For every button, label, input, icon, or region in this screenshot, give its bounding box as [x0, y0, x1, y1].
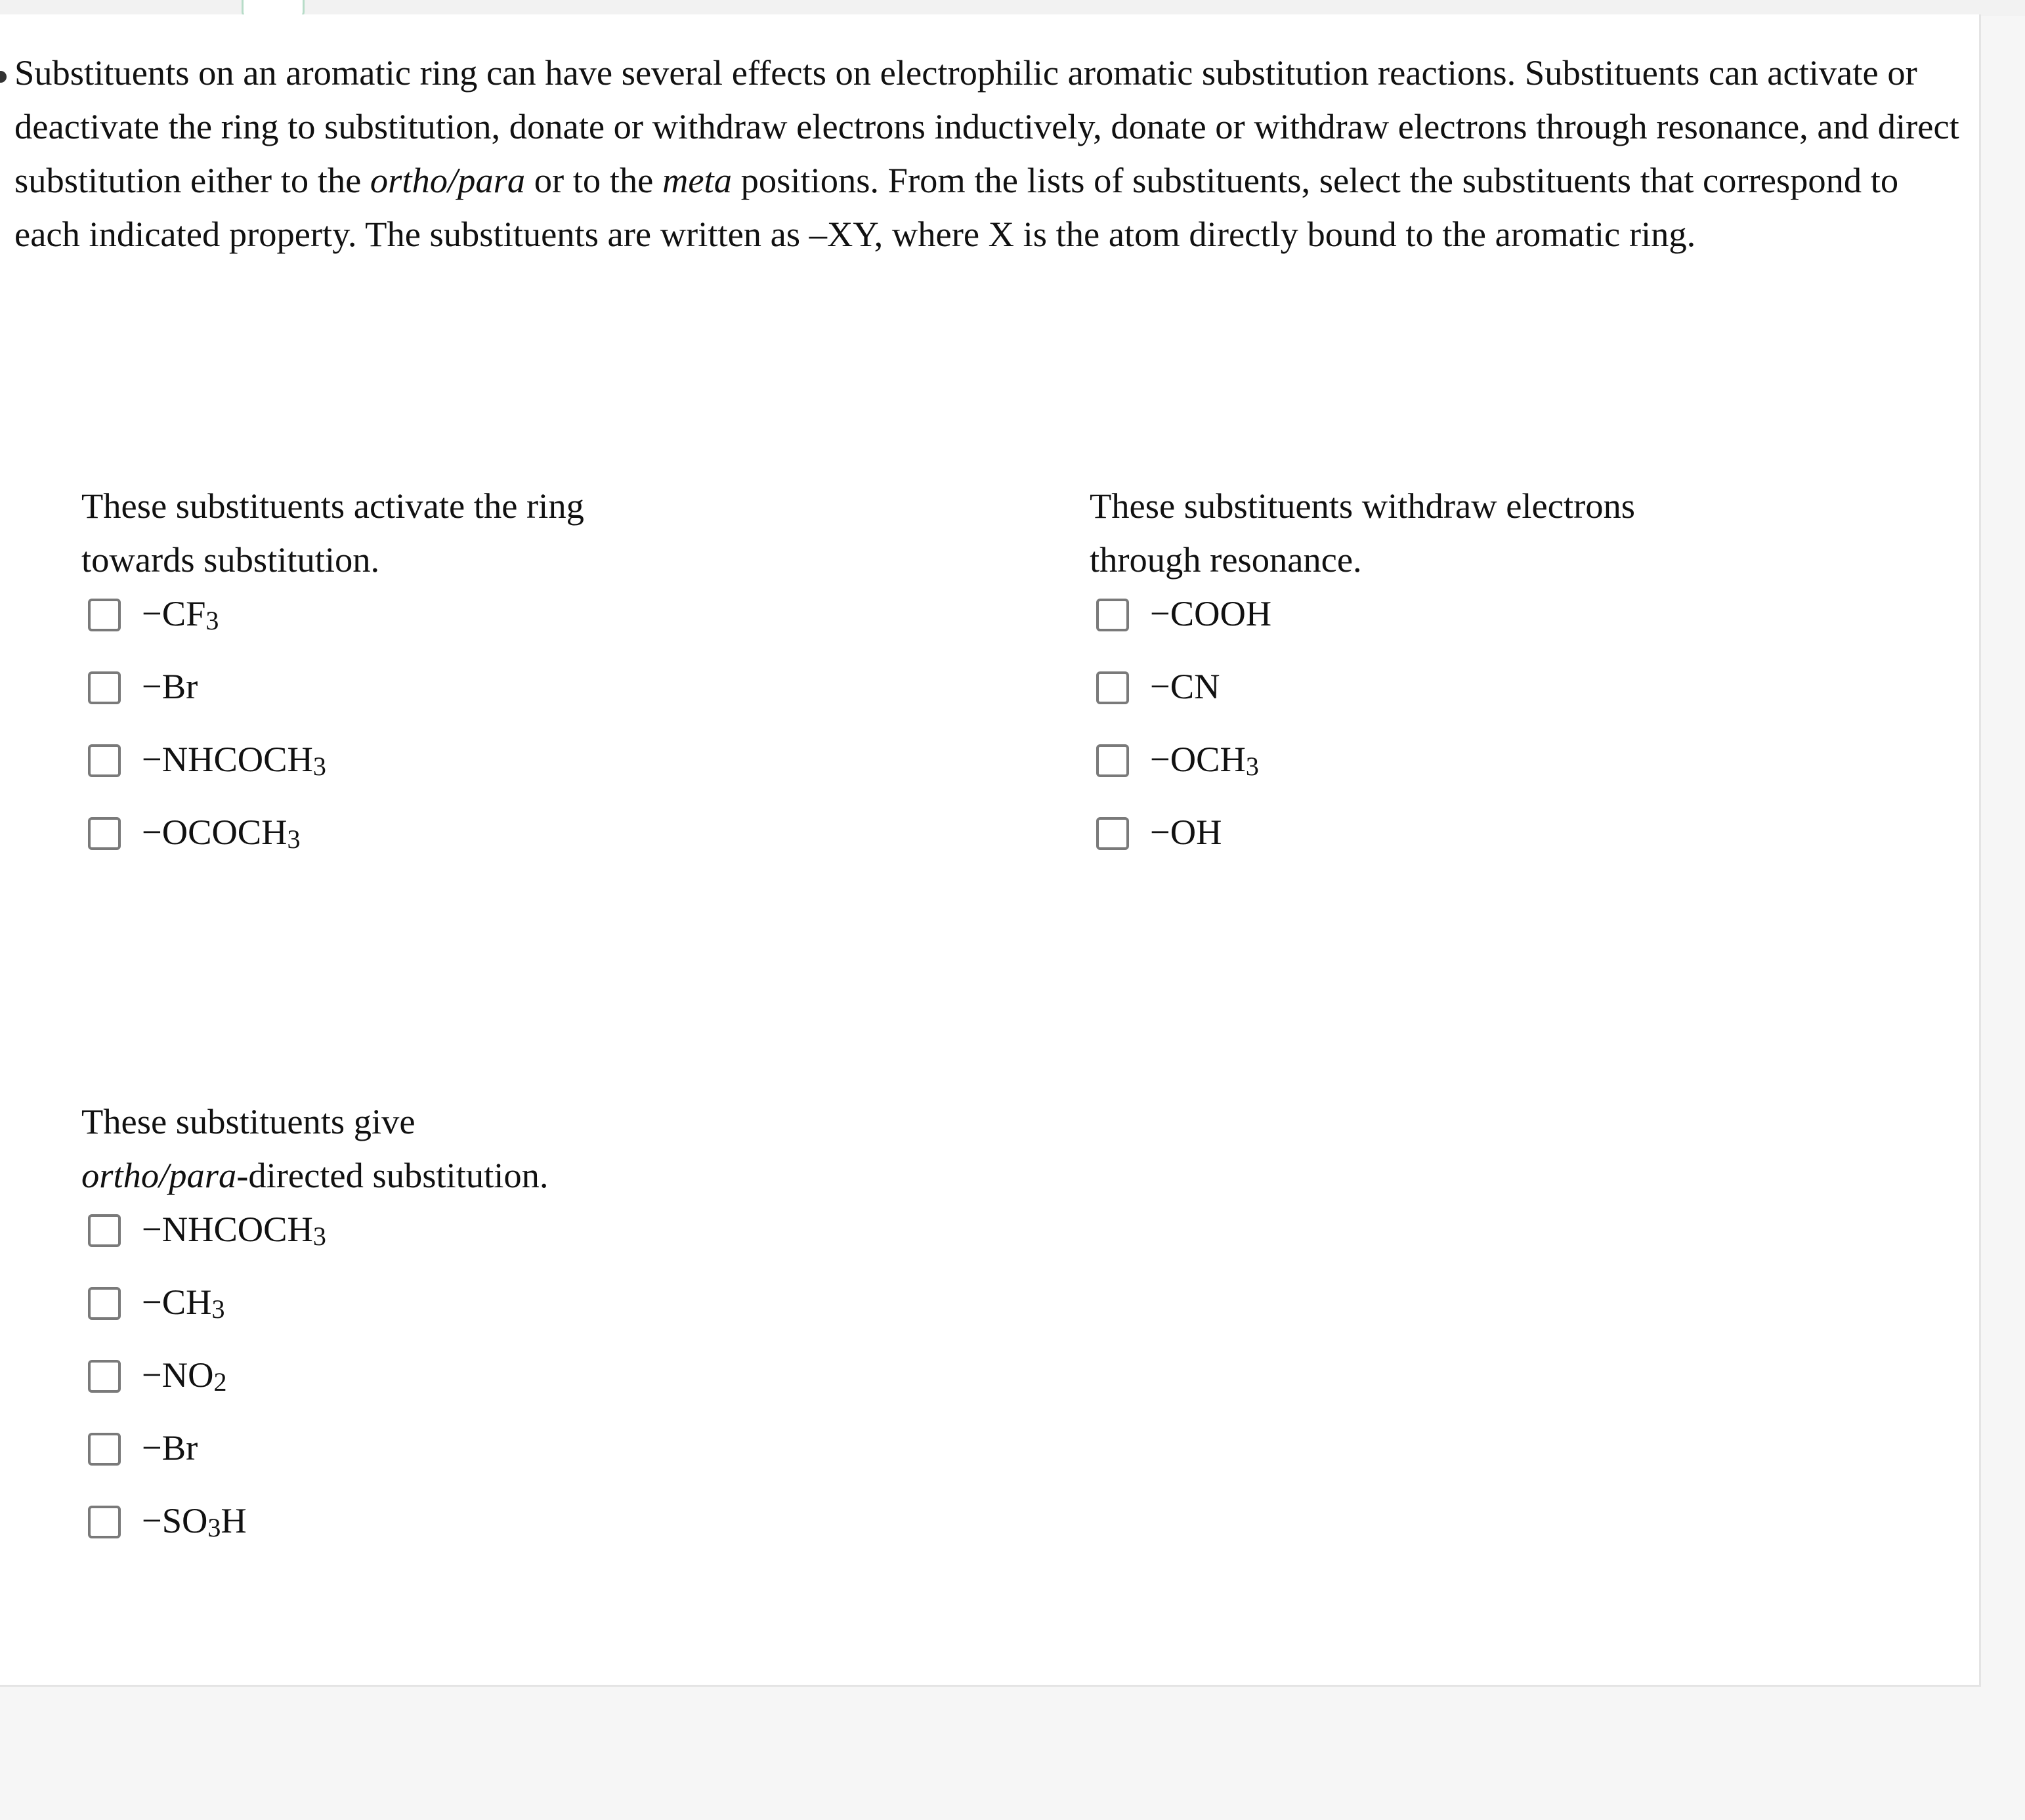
option-label: −Br: [142, 1428, 198, 1468]
option-label: $-CH_3$: [142, 1282, 225, 1324]
option-label: $-CF_3$: [142, 593, 219, 635]
option-label: $-SO_3H$: [142, 1500, 247, 1542]
bullet-icon: [0, 71, 7, 83]
group-withdraw-title: These substituents withdraw electrons through resonance.: [1090, 486, 1635, 580]
group-activate: [81, 479, 738, 878]
checkbox[interactable]: [88, 1506, 121, 1538]
question-ortho-para: ortho/para: [370, 160, 526, 200]
checkbox[interactable]: [88, 744, 121, 777]
group-activate-title: These substituents activate the ring towards substitution.: [81, 486, 584, 580]
option-no2[interactable]: [81, 1348, 738, 1421]
checkbox[interactable]: [88, 1287, 121, 1320]
option-cf3[interactable]: [81, 587, 738, 660]
option-label: $-NHCOCH_3$: [142, 1209, 326, 1251]
option-ch3[interactable]: [81, 1275, 738, 1348]
checkbox[interactable]: [88, 1360, 121, 1393]
option-ococh3[interactable]: [81, 805, 738, 878]
checkbox[interactable]: [1096, 599, 1129, 631]
option-so3h[interactable]: [81, 1494, 738, 1567]
group-ortho-para-title: [81, 1095, 738, 1202]
option-label: −CN: [1150, 666, 1220, 706]
option-cn[interactable]: [1090, 660, 1746, 732]
checkbox[interactable]: [1096, 744, 1129, 777]
option-nhcoch3[interactable]: [81, 1202, 738, 1275]
group-ortho-para: [81, 1095, 738, 1567]
option-cooh[interactable]: [1090, 587, 1746, 660]
group-ortho-para-title-lead: These substituents give: [81, 1101, 416, 1141]
option-label: −OH: [1150, 812, 1222, 852]
question-part3: positions. From the lists of substituents, select the substituents that correspond to each indicated property. The substituents are written as –XY, where X is the atom directly bound to the aromatic ring.: [14, 160, 1899, 254]
group-ortho-para-options: [81, 1202, 738, 1567]
checkbox[interactable]: [88, 671, 121, 704]
question-text: [14, 46, 1971, 261]
question-part2: or to the: [525, 160, 662, 200]
checkbox[interactable]: [88, 817, 121, 850]
option-label: $-NHCOCH_3$: [142, 739, 326, 781]
checkbox[interactable]: [1096, 817, 1129, 850]
group-activate-options: [81, 587, 738, 878]
question-meta: meta: [662, 160, 732, 200]
checkbox[interactable]: [1096, 671, 1129, 704]
checkbox[interactable]: [88, 599, 121, 631]
option-br[interactable]: [81, 1421, 738, 1494]
group-ortho-para-title-rest: -directed substitution.: [236, 1155, 549, 1195]
option-label: $-OCOCH_3$: [142, 812, 301, 854]
option-label: −Br: [142, 666, 198, 706]
group-withdraw: [1090, 479, 1746, 878]
option-nhcoch3[interactable]: [81, 732, 738, 805]
checkbox[interactable]: [88, 1214, 121, 1247]
option-oh[interactable]: [1090, 805, 1746, 878]
option-br[interactable]: [81, 660, 738, 732]
option-label: $-OCH_3$: [1150, 739, 1259, 781]
option-och3[interactable]: [1090, 732, 1746, 805]
option-label: −COOH: [1150, 593, 1272, 633]
question-part1: Substituents on an aromatic ring can have several effects on electrophilic aromatic substitution reactions. Substituents can activate or deactivate the ring to substitution, donate or withdraw electrons inductively, donate or withdraw electrons through resonance, and direct substitution either to the: [14, 53, 1959, 200]
checkbox[interactable]: [88, 1433, 121, 1466]
group-ortho-para-title-italic: ortho/para: [81, 1155, 237, 1195]
option-label: $-NO_2$: [142, 1355, 227, 1397]
group-withdraw-options: [1090, 587, 1746, 878]
